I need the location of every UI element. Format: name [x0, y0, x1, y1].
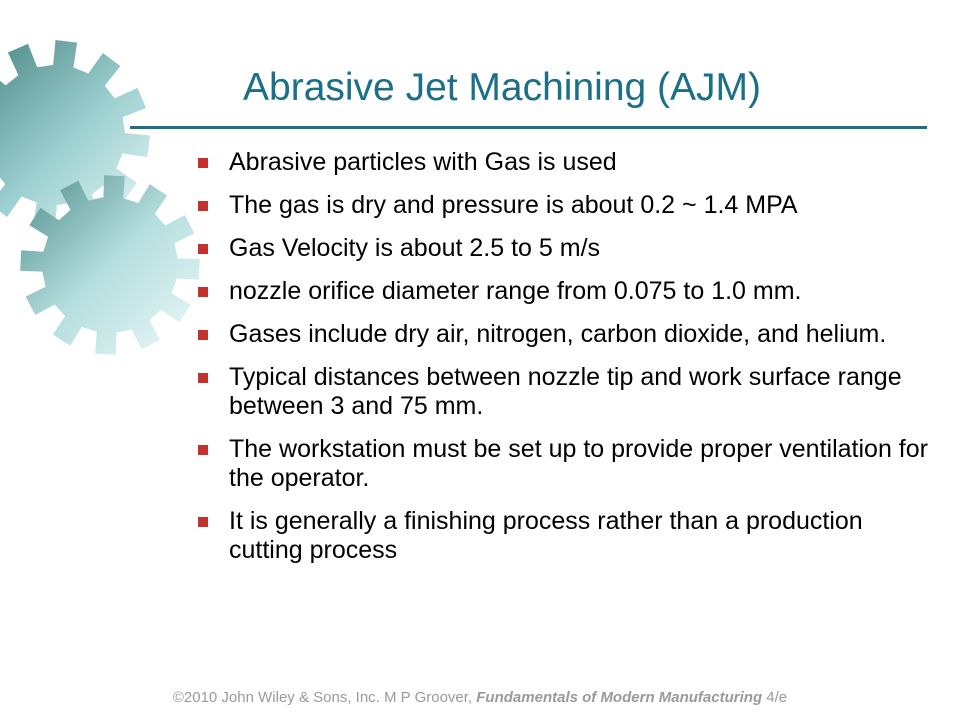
bullet-marker-icon	[198, 445, 208, 455]
bullet-text: Gases include dry air, nitrogen, carbon dioxide, and helium.	[229, 320, 887, 348]
bullet-text: nozzle orifice diameter range from 0.075 to 1.0 mm.	[229, 277, 802, 305]
bullet-list	[196, 148, 936, 579]
bullet-marker-icon	[198, 330, 208, 340]
bullet-text: Abrasive particles with Gas is used	[229, 148, 617, 176]
bullet-marker-icon	[198, 244, 208, 254]
slide-title: Abrasive Jet Machining (AJM)	[243, 66, 762, 109]
bullet-item	[196, 320, 936, 349]
bullet-text: The workstation must be set up to provide proper ventilation for the operator.	[229, 435, 928, 492]
bullet-item	[196, 191, 936, 220]
bullet-item	[196, 148, 936, 177]
footer-copyright: ©2010 John Wiley & Sons, Inc. M P Groover,	[172, 689, 477, 706]
bullet-item	[196, 363, 936, 421]
bullet-marker-icon	[198, 287, 208, 297]
footer-book-title: Fundamentals of Modern Manufacturing	[476, 689, 763, 706]
bullet-marker-icon	[198, 201, 208, 211]
bullet-text: The gas is dry and pressure is about 0.2 ~ 1.4 MPA	[229, 191, 798, 219]
bullet-marker-icon	[198, 158, 208, 168]
bullet-text: Gas Velocity is about 2.5 to 5 m/s	[229, 234, 601, 262]
footer-edition: 4/e	[762, 689, 788, 706]
bullet-marker-icon	[198, 373, 208, 383]
bullet-text: Typical distances between nozzle tip and work surface range between 3 and 75 mm.	[229, 363, 902, 420]
title-divider	[130, 126, 927, 129]
bullet-item	[196, 234, 936, 263]
bullet-item	[196, 507, 936, 565]
footer	[0, 689, 960, 706]
bullet-item	[196, 277, 936, 306]
bullet-item	[196, 435, 936, 493]
bullet-text: It is generally a finishing process rather than a production cutting process	[229, 507, 863, 564]
bullet-marker-icon	[198, 517, 208, 527]
